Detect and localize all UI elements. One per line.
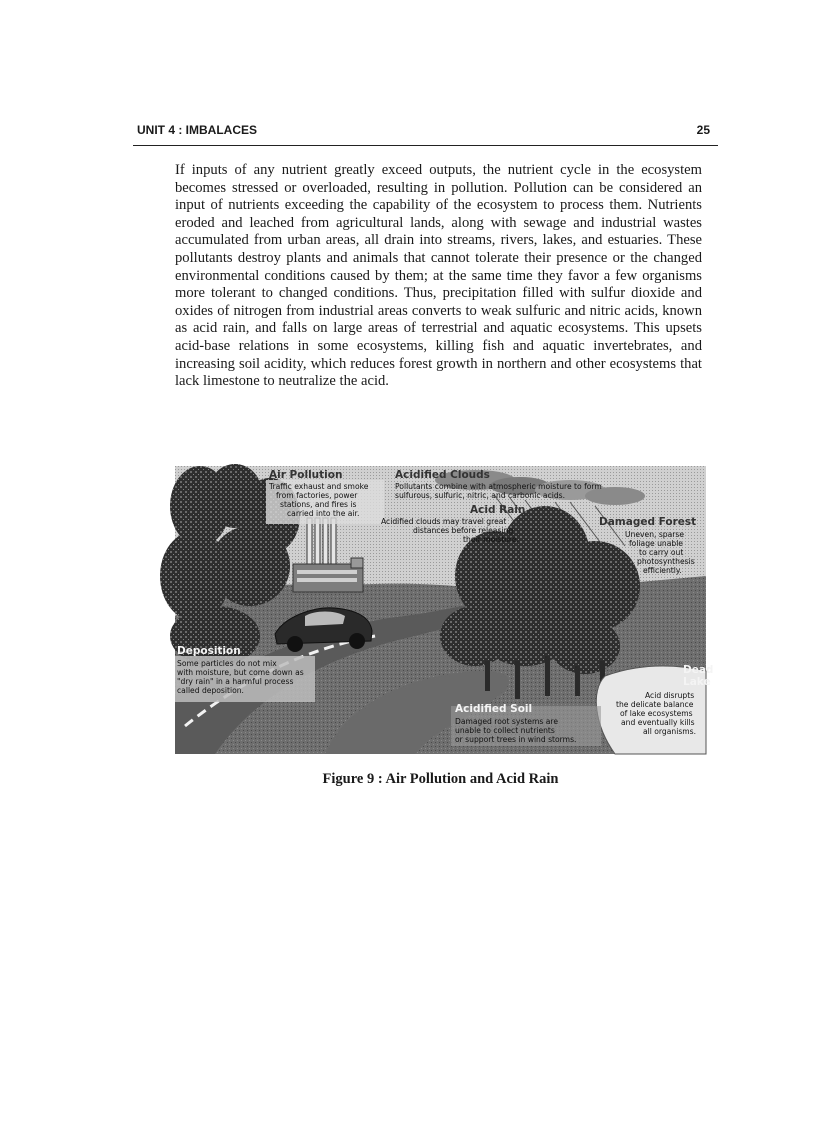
acid-rain-illustration [175, 466, 714, 754]
running-header [133, 121, 718, 147]
unit-title: UNIT 4 : IMBALACES [137, 123, 257, 137]
air-pollution-line: carried into the air. [287, 509, 360, 518]
dead-lake-line: and eventually kills [621, 718, 695, 727]
acid-rain-line: Acidified clouds may travel great [381, 517, 507, 526]
acid-rain-title: Acid Rain [470, 504, 526, 516]
acidified-clouds-line: Pollutants combine with atmospheric moisture to form [395, 482, 602, 491]
deposition-title: Deposition [177, 645, 241, 657]
air-pollution-title: Air Pollution [269, 469, 343, 481]
air-pollution-line: stations, and fires is [280, 500, 357, 509]
figure-illustration [175, 466, 714, 754]
air-pollution-line: from factories, power [276, 491, 358, 500]
body-paragraph: If inputs of any nutrient greatly exceed outputs, the nutrient cycle in the ecosystem becomes stressed or overloaded, resulting in pollution. Pollution can be considered an input of nutrients exceeding the capability of the ecosystem to process them. Nutrients eroded and leached from agricultural lands, along with sewage and industrial wastes accumulated from urban areas, all drain into streams, rivers, lakes, and estuaries. These pollutants destroy plants and animals that cannot tolerate their presence or the changed environmental conditions caused by them; at the same time they favor a few organisms more tolerant to changed conditions. Thus, precipitation filled with sulfur dioxide and oxides of nitrogen from industrial areas converts to weak sulfuric and nitric acids, known as acid rain, and falls on large areas of terrestrial and aquatic ecosystems. This upsets acid-base relations in some ecosystems, killing fish and aquatic invertebrates, and increasing soil acidity, which reduces forest growth in northern and other ecosystems that lack limestone to neutralize the acid. [175, 162, 702, 390]
dead-lake-line: Acid disrupts [645, 691, 695, 700]
acidified-soil-line: Damaged root systems are [455, 717, 559, 726]
dead-lake-line: the delicate balance [616, 700, 694, 709]
damaged-forest-line: efficiently. [643, 566, 682, 575]
dead-lake-line: all organisms. [643, 727, 697, 736]
header-rule [133, 145, 718, 146]
damaged-forest-line: Uneven, sparse [625, 530, 685, 539]
deposition-line: with moisture, but come down as [177, 668, 304, 677]
dead-lake-title-line2: Lake [683, 676, 711, 688]
deposition-line: Some particles do not mix [177, 659, 277, 668]
damaged-forest-line: foliage unable [629, 539, 683, 548]
dead-lake-title-line1: Dead [683, 664, 714, 676]
acidified-clouds-title: Acidified Clouds [395, 469, 490, 481]
deposition-line: called deposition. [177, 686, 244, 695]
acidified-soil-line: or support trees in wind storms. [455, 735, 577, 744]
dead-lake-line: of lake ecosystems [620, 709, 693, 718]
deposition-line: "dry rain" in a harmful process [177, 677, 294, 686]
acidified-soil-title: Acidified Soil [455, 703, 533, 715]
damaged-forest-line: to carry out [639, 548, 684, 557]
figure-caption: Figure 9 : Air Pollution and Acid Rain [322, 771, 559, 787]
acidified-clouds-line: sulfurous, sulfuric, nitric, and carbonic acids. [395, 491, 566, 500]
page-number: 25 [696, 123, 710, 137]
acidified-soil-line: unable to collect nutrients [455, 726, 555, 735]
damaged-forest-title: Damaged Forest [599, 516, 697, 528]
air-pollution-line: Traffic exhaust and smoke [269, 482, 369, 491]
acid-rain-line: their moisture. [463, 535, 520, 544]
acid-rain-line: distances before releasing [413, 526, 514, 535]
damaged-forest-line: photosynthesis [637, 557, 695, 566]
